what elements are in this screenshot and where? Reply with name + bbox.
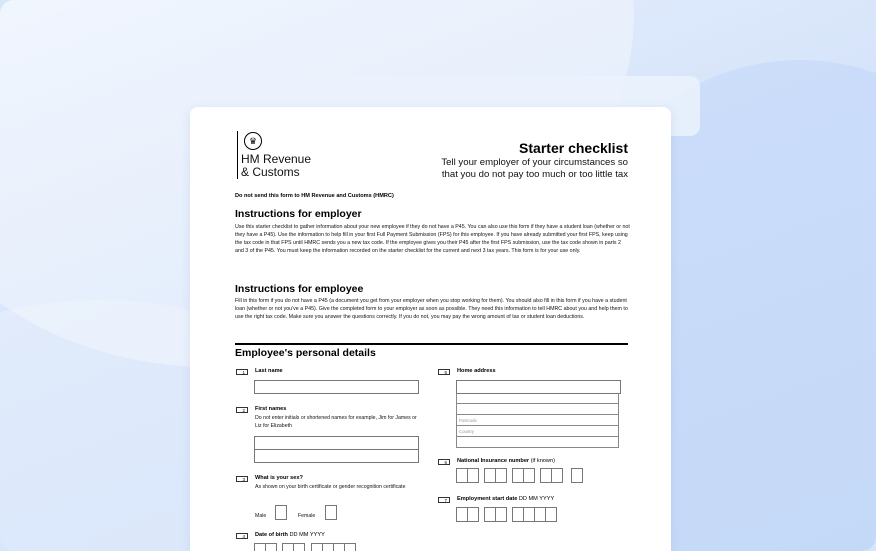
dob-day-digit-2[interactable] — [265, 543, 277, 551]
question-number-1: 1 — [236, 369, 248, 375]
date-of-birth-label — [255, 532, 325, 538]
ni-char-4[interactable] — [495, 468, 507, 483]
first-names-help: Do not enter initials or shortened names for example, Jim for James or Liz for Elizabeth — [255, 415, 417, 429]
question-number-3: 3 — [236, 476, 248, 482]
do-not-send-notice: Do not send this form to HM Revenue and Customs (HMRC) — [235, 193, 394, 199]
ni-number-label — [457, 458, 555, 464]
form-title: Starter checklist — [519, 140, 628, 156]
date-of-birth-label-text: Date of birth — [255, 532, 288, 538]
form-subtitle-line2: that you do not pay too much or too little tax — [441, 169, 628, 180]
section-divider — [235, 343, 628, 345]
start-date-label — [457, 496, 554, 502]
postcode-field[interactable]: Postcode — [456, 415, 619, 426]
question-number-6: 6 — [438, 459, 450, 465]
start-date-format: DD MM YYYY — [518, 496, 555, 502]
question-number-7: 7 — [438, 497, 450, 503]
crown-crest-icon: ♛ — [244, 132, 262, 150]
question-number-5: 5 — [438, 369, 450, 375]
question-number-2: 2 — [236, 407, 248, 413]
employee-instructions-text: Fill in this form if you do not have a P45 (a document you get from your employer when you stop working for them). You should also fill in this form if you have a student loan (whether or not you've a P45). Give the completed form to your employer as soon as possible. They need this information to tell HMRC about you and help them to use the right tax code. Make sure you answer the questions correctly. If you do not, you may pay the wrong amount of tax or student loan deductions. — [235, 298, 628, 321]
form-subtitle-line1: Tell your employer of your circumstances so — [441, 157, 628, 168]
ni-char-2[interactable] — [467, 468, 479, 483]
first-names-label: First names — [255, 406, 287, 412]
logo-rule — [237, 131, 238, 179]
date-of-birth-format: DD MM YYYY — [289, 532, 325, 538]
start-month-digit-2[interactable] — [495, 507, 507, 522]
first-names-field-line1[interactable] — [254, 436, 419, 450]
ni-char-6[interactable] — [523, 468, 535, 483]
start-year-digit-4[interactable] — [545, 507, 557, 522]
country-field[interactable]: Country — [456, 426, 619, 437]
personal-details-heading: Employee's personal details — [235, 347, 376, 359]
start-date-label-text: Employment start date — [457, 496, 518, 502]
start-day-digit-2[interactable] — [467, 507, 479, 522]
logo-text-line2: & Customs — [241, 165, 300, 179]
sex-label: What is your sex? — [255, 475, 303, 481]
ni-number-qualifier: (if known) — [530, 458, 555, 464]
last-name-label: Last name — [255, 368, 283, 374]
starter-checklist-form — [190, 107, 671, 551]
ni-char-9[interactable] — [571, 468, 583, 483]
address-line3-field[interactable] — [456, 404, 619, 415]
hmrc-logo — [237, 131, 327, 181]
address-line1-field[interactable] — [456, 380, 621, 394]
female-checkbox[interactable] — [325, 505, 337, 520]
male-label: Male — [255, 513, 267, 519]
dob-year-digit-4[interactable] — [344, 543, 356, 551]
address-bottom-row[interactable] — [456, 437, 619, 448]
sex-help: As shown on your birth certificate or gender recognition certificate — [255, 484, 406, 490]
first-names-field-line2[interactable] — [254, 449, 419, 463]
employer-instructions-text: Use this starter checklist to gather information about your new employee if they do not have a P45. You can also use this form if they have a student loan (whether or not they have a P45). Use the information to help fill in your first Full Payment Submission (FPS) for this employee. If you have already submitted your first FPS, keep using the tax code in that FPS until HMRC sends you a new tax code. If the employee gives you their P45 after the first FPS submission, use the tax code shown in parts 2 and 3 of the P45. You must keep the information recorded on the starter checklist for the current and next 3 tax years. This form is for your use only. — [235, 224, 630, 255]
address-line2-field[interactable] — [456, 393, 619, 404]
last-name-field[interactable] — [254, 380, 419, 394]
employer-instructions-heading: Instructions for employer — [235, 208, 362, 220]
ni-number-label-text: National Insurance number — [457, 458, 530, 464]
female-label: Female — [298, 513, 316, 519]
dob-month-digit-2[interactable] — [293, 543, 305, 551]
question-number-4: 4 — [236, 533, 248, 539]
logo-text-line1: HM Revenue — [241, 152, 312, 166]
male-checkbox[interactable] — [275, 505, 287, 520]
home-address-label: Home address — [457, 368, 496, 374]
ni-char-8[interactable] — [551, 468, 563, 483]
employee-instructions-heading: Instructions for employee — [235, 283, 364, 295]
